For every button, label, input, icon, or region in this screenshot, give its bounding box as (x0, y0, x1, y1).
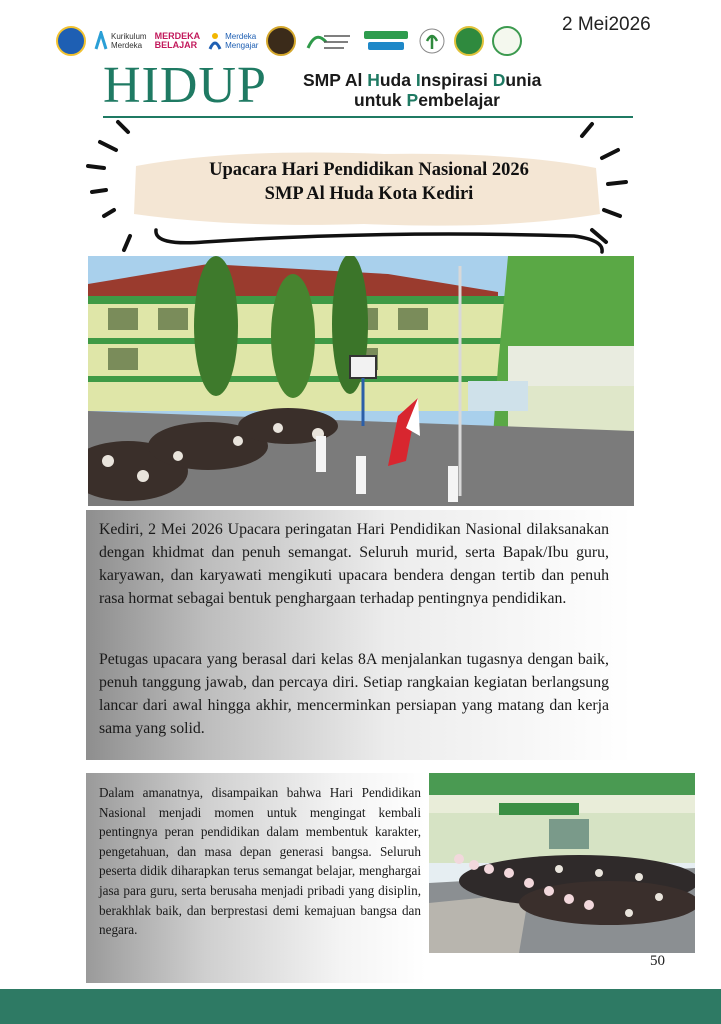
partner-logos (56, 24, 522, 58)
school-badge-icon (492, 26, 522, 56)
article-title (154, 158, 584, 206)
merdeka-mengajar-icon (208, 31, 258, 51)
school-seal-icon (454, 26, 484, 56)
ceremony-photo (88, 256, 634, 506)
article-title-line-2: SMP Al Huda Kota Kediri (264, 184, 474, 204)
page-number: 50 (650, 953, 665, 969)
tagline-line-2: untuk Pembelajar (354, 90, 500, 110)
newsletter-title: HIDUP (103, 57, 267, 114)
group-photo (429, 773, 695, 953)
kota-kediri-emblem-icon (266, 26, 296, 56)
merdeka-mengajar-label: Merdeka Mengajar (225, 32, 259, 50)
merdeka-belajar-label: MERDEKA BELAJAR (154, 31, 201, 50)
article-title-banner (84, 118, 640, 260)
tagline-line-1: SMP Al Huda Inspirasi Dunia (303, 70, 542, 90)
article-paragraph-3: Dalam amanatnya, disampaikan bahwa Hari Pendidikan Nasional menjadi momen untuk mengingat kembali pentingnya peran pendidikan dalam membentuk karakter, pengetahuan, dan masa depan generasi bangsa. Seluruh peserta didik diharapkan terus semangat belajar, menghargai jasa para guru, serta berusaha menjadi pribadi yang disiplin, berakhlak baik, dan berprestasi demi kemajuan bangsa dan negara. (99, 785, 421, 938)
article-body-block (86, 510, 632, 760)
adiwiyata-icon (418, 27, 446, 55)
article-paragraph-2: Petugas upacara yang berasal dari kelas 8A menjalankan tugasnya dengan baik, penuh tanggung jawab, dan percaya diri. Setiap rangkaian kegiatan berlangsung lancar dari awal hingga akhir, mencerminkan persiapan yang matang dan kerja sama yang solid. (99, 651, 609, 737)
dinas-pendidikan-icon (304, 28, 354, 54)
merdeka-belajar-icon (155, 32, 201, 50)
article-paragraph-1: Kediri, 2 Mei 2026 Upacara peringatan Hari Pendidikan Nasional dilaksanakan dengan khidmat dan penuh semangat. Seluruh murid, serta Bapak/Ibu guru, karyawan, dan karyawati mengikuti upacara bendera dengan tertib dan penuh rasa hormat sebagai bentuk penghargaan terhadap pentingnya pendidikan. (99, 521, 609, 607)
article-title-line-1: Upacara Hari Pendidikan Nasional 2026 (209, 160, 529, 180)
tagline (303, 70, 541, 110)
masthead (103, 57, 633, 118)
sekolah-sehat-icon (362, 28, 410, 54)
issue-date: 2 Mei2026 (562, 14, 651, 35)
footer-bar (0, 989, 721, 1024)
kurikulum-merdeka-icon (94, 31, 147, 51)
tut-wuri-icon (56, 26, 86, 56)
kurikulum-merdeka-label: Kurikulum Merdeka (111, 32, 147, 50)
article-amanat-block (86, 773, 426, 983)
